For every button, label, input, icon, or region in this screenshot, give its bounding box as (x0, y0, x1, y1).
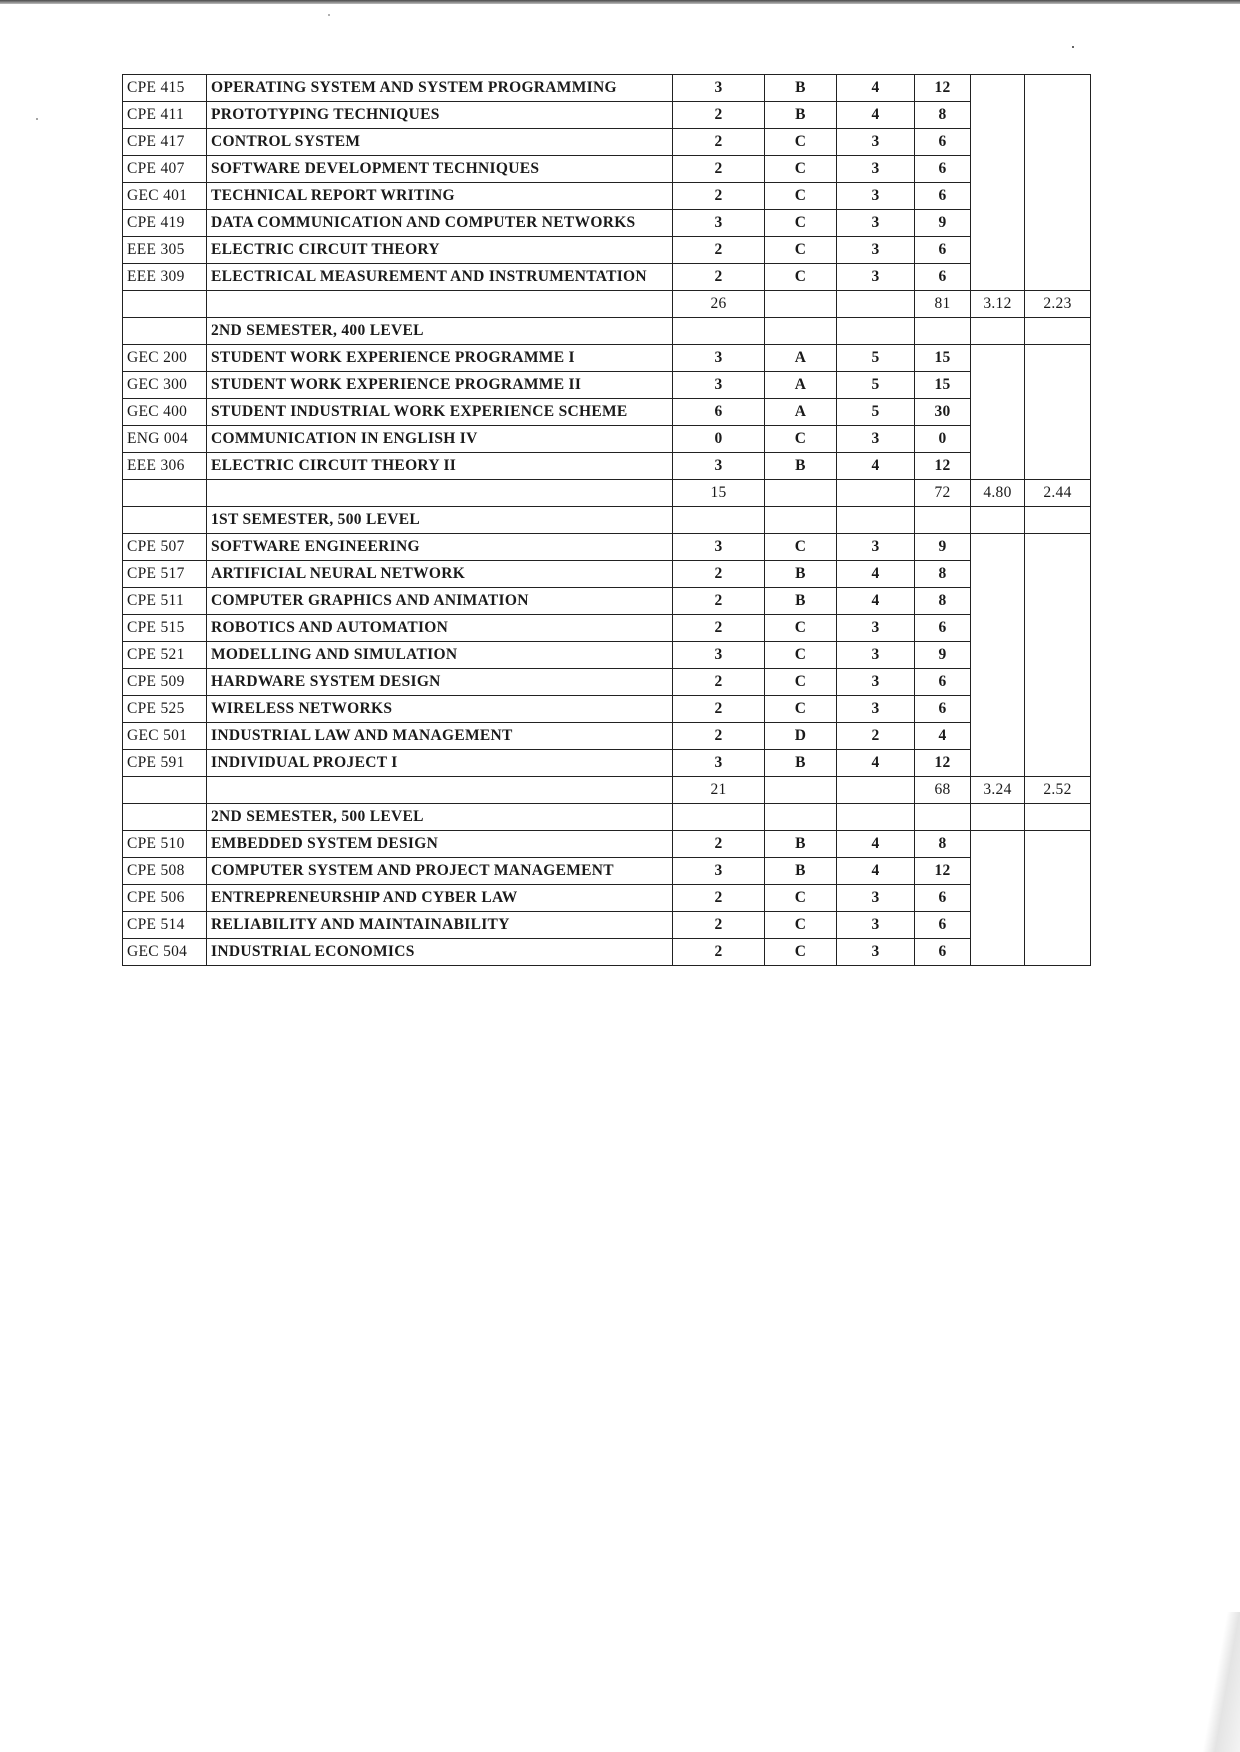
course-grade: A (765, 345, 837, 372)
total-code-cell (123, 480, 207, 507)
scan-top-edge (0, 0, 1240, 4)
course-grade: C (765, 696, 837, 723)
gpa-blank (971, 345, 1025, 480)
course-code: GEC 504 (123, 939, 207, 966)
course-row (123, 642, 1091, 669)
scan-speck (36, 118, 38, 120)
cgpa-blank (1025, 75, 1091, 291)
course-units: 2 (673, 129, 765, 156)
course-units: 3 (673, 534, 765, 561)
cgpa-spacer (1025, 804, 1091, 831)
semester-gpa: 3.12 (971, 291, 1025, 318)
course-grade: A (765, 372, 837, 399)
course-code: CPE 521 (123, 642, 207, 669)
course-title: TECHNICAL REPORT WRITING (207, 183, 673, 210)
course-grade: C (765, 642, 837, 669)
course-row (123, 588, 1091, 615)
scan-speck (328, 14, 330, 16)
course-title: ENTREPRENEURSHIP AND CYBER LAW (207, 885, 673, 912)
weighted-points: 9 (915, 210, 971, 237)
course-code: CPE 506 (123, 885, 207, 912)
total-title-cell (207, 777, 673, 804)
semester-code-cell (123, 318, 207, 345)
grade-point: 4 (837, 453, 915, 480)
course-code: CPE 415 (123, 75, 207, 102)
course-grade: C (765, 426, 837, 453)
weighted-points: 12 (915, 750, 971, 777)
course-grade: B (765, 75, 837, 102)
semester-header-row (123, 804, 1091, 831)
semester-empty-cell (837, 507, 915, 534)
weighted-points: 6 (915, 885, 971, 912)
total-code-cell (123, 777, 207, 804)
grade-point: 4 (837, 588, 915, 615)
grade-point: 4 (837, 831, 915, 858)
grade-point: 3 (837, 210, 915, 237)
course-title: EMBEDDED SYSTEM DESIGN (207, 831, 673, 858)
course-units: 2 (673, 102, 765, 129)
semester-gpa: 4.80 (971, 480, 1025, 507)
grade-point: 3 (837, 129, 915, 156)
weighted-points: 12 (915, 453, 971, 480)
course-units: 3 (673, 75, 765, 102)
course-units: 3 (673, 453, 765, 480)
total-weighted-points: 81 (915, 291, 971, 318)
weighted-points: 6 (915, 939, 971, 966)
semester-total-row (123, 480, 1091, 507)
course-units: 2 (673, 831, 765, 858)
course-code: CPE 517 (123, 561, 207, 588)
course-title: ELECTRICAL MEASUREMENT AND INSTRUMENTATION (207, 264, 673, 291)
course-code: CPE 417 (123, 129, 207, 156)
course-title: INDUSTRIAL ECONOMICS (207, 939, 673, 966)
course-code: CPE 411 (123, 102, 207, 129)
course-title: RELIABILITY AND MAINTAINABILITY (207, 912, 673, 939)
course-row (123, 750, 1091, 777)
course-grade: C (765, 885, 837, 912)
course-grade: B (765, 588, 837, 615)
course-code: EEE 306 (123, 453, 207, 480)
grade-point: 3 (837, 237, 915, 264)
semester-title: 2ND SEMESTER, 500 LEVEL (207, 804, 673, 831)
course-grade: C (765, 534, 837, 561)
semester-total-row (123, 291, 1091, 318)
course-code: CPE 419 (123, 210, 207, 237)
course-units: 3 (673, 372, 765, 399)
course-units: 2 (673, 912, 765, 939)
total-grade-cell (765, 480, 837, 507)
course-grade: C (765, 237, 837, 264)
course-code: GEC 401 (123, 183, 207, 210)
semester-empty-cell (915, 507, 971, 534)
course-grade: C (765, 912, 837, 939)
course-units: 2 (673, 237, 765, 264)
semester-empty-cell (673, 804, 765, 831)
weighted-points: 0 (915, 426, 971, 453)
total-title-cell (207, 480, 673, 507)
course-units: 3 (673, 750, 765, 777)
weighted-points: 12 (915, 75, 971, 102)
course-units: 2 (673, 723, 765, 750)
course-code: GEC 501 (123, 723, 207, 750)
course-row (123, 453, 1091, 480)
grade-point: 3 (837, 534, 915, 561)
course-code: CPE 507 (123, 534, 207, 561)
course-row (123, 885, 1091, 912)
grade-point: 3 (837, 264, 915, 291)
course-grade: D (765, 723, 837, 750)
grade-point: 3 (837, 183, 915, 210)
semester-empty-cell (673, 507, 765, 534)
course-row (123, 615, 1091, 642)
course-row (123, 561, 1091, 588)
course-title: ELECTRIC CIRCUIT THEORY (207, 237, 673, 264)
course-code: CPE 407 (123, 156, 207, 183)
total-point-cell (837, 480, 915, 507)
total-point-cell (837, 777, 915, 804)
total-code-cell (123, 291, 207, 318)
course-units: 2 (673, 183, 765, 210)
course-units: 3 (673, 345, 765, 372)
semester-code-cell (123, 507, 207, 534)
semester-title: 2ND SEMESTER, 400 LEVEL (207, 318, 673, 345)
semester-empty-cell (765, 804, 837, 831)
course-title: SOFTWARE DEVELOPMENT TECHNIQUES (207, 156, 673, 183)
scan-speck (1072, 46, 1074, 48)
weighted-points: 8 (915, 561, 971, 588)
total-grade-cell (765, 291, 837, 318)
weighted-points: 6 (915, 615, 971, 642)
course-row (123, 156, 1091, 183)
course-title: STUDENT WORK EXPERIENCE PROGRAMME II (207, 372, 673, 399)
grade-point: 2 (837, 723, 915, 750)
course-code: ENG 004 (123, 426, 207, 453)
course-row (123, 831, 1091, 858)
course-row (123, 939, 1091, 966)
cgpa-blank (1025, 345, 1091, 480)
semester-code-cell (123, 804, 207, 831)
course-grade: C (765, 129, 837, 156)
course-row (123, 75, 1091, 102)
course-title: MODELLING AND SIMULATION (207, 642, 673, 669)
weighted-points: 6 (915, 237, 971, 264)
weighted-points: 6 (915, 912, 971, 939)
course-row (123, 210, 1091, 237)
course-code: GEC 400 (123, 399, 207, 426)
course-row (123, 426, 1091, 453)
semester-header-row (123, 318, 1091, 345)
course-units: 2 (673, 669, 765, 696)
total-units: 15 (673, 480, 765, 507)
grade-point: 5 (837, 372, 915, 399)
weighted-points: 8 (915, 102, 971, 129)
course-units: 2 (673, 264, 765, 291)
course-code: GEC 300 (123, 372, 207, 399)
weighted-points: 6 (915, 183, 971, 210)
grade-point: 3 (837, 615, 915, 642)
course-title: INDIVIDUAL PROJECT I (207, 750, 673, 777)
cgpa-blank (1025, 534, 1091, 777)
weighted-points: 15 (915, 372, 971, 399)
course-code: CPE 591 (123, 750, 207, 777)
gpa-blank (971, 534, 1025, 777)
course-code: CPE 514 (123, 912, 207, 939)
course-grade: A (765, 399, 837, 426)
course-title: ELECTRIC CIRCUIT THEORY II (207, 453, 673, 480)
grade-point: 3 (837, 939, 915, 966)
gpa-spacer (971, 804, 1025, 831)
course-grade: B (765, 858, 837, 885)
gpa-blank (971, 831, 1025, 966)
cumulative-gpa: 2.52 (1025, 777, 1091, 804)
course-code: CPE 510 (123, 831, 207, 858)
page-curl-shadow (1202, 1612, 1240, 1752)
gpa-spacer (971, 318, 1025, 345)
course-grade: C (765, 183, 837, 210)
course-title: HARDWARE SYSTEM DESIGN (207, 669, 673, 696)
cumulative-gpa: 2.23 (1025, 291, 1091, 318)
course-row (123, 696, 1091, 723)
total-title-cell (207, 291, 673, 318)
grade-point: 3 (837, 885, 915, 912)
weighted-points: 9 (915, 642, 971, 669)
semester-empty-cell (837, 804, 915, 831)
weighted-points: 12 (915, 858, 971, 885)
weighted-points: 15 (915, 345, 971, 372)
grade-point: 4 (837, 102, 915, 129)
cgpa-spacer (1025, 507, 1091, 534)
course-row (123, 912, 1091, 939)
course-grade: C (765, 210, 837, 237)
course-title: SOFTWARE ENGINEERING (207, 534, 673, 561)
course-grade: B (765, 453, 837, 480)
course-code: CPE 515 (123, 615, 207, 642)
course-row (123, 129, 1091, 156)
course-row (123, 723, 1091, 750)
course-grade: C (765, 615, 837, 642)
course-title: COMPUTER SYSTEM AND PROJECT MANAGEMENT (207, 858, 673, 885)
weighted-points: 30 (915, 399, 971, 426)
semester-empty-cell (765, 318, 837, 345)
course-units: 2 (673, 696, 765, 723)
course-units: 3 (673, 858, 765, 885)
course-title: INDUSTRIAL LAW AND MANAGEMENT (207, 723, 673, 750)
course-grade: C (765, 156, 837, 183)
grade-point: 4 (837, 750, 915, 777)
cgpa-blank (1025, 831, 1091, 966)
total-weighted-points: 72 (915, 480, 971, 507)
course-row (123, 372, 1091, 399)
course-grade: B (765, 831, 837, 858)
weighted-points: 6 (915, 264, 971, 291)
semester-empty-cell (673, 318, 765, 345)
course-units: 3 (673, 210, 765, 237)
total-grade-cell (765, 777, 837, 804)
course-row (123, 858, 1091, 885)
grade-point: 5 (837, 399, 915, 426)
weighted-points: 9 (915, 534, 971, 561)
weighted-points: 8 (915, 831, 971, 858)
gpa-spacer (971, 507, 1025, 534)
results-body (123, 75, 1091, 966)
course-code: EEE 309 (123, 264, 207, 291)
course-units: 6 (673, 399, 765, 426)
course-grade: C (765, 264, 837, 291)
course-units: 2 (673, 615, 765, 642)
course-title: CONTROL SYSTEM (207, 129, 673, 156)
weighted-points: 4 (915, 723, 971, 750)
grade-point: 3 (837, 696, 915, 723)
course-code: EEE 305 (123, 237, 207, 264)
weighted-points: 6 (915, 696, 971, 723)
course-row (123, 669, 1091, 696)
course-title: STUDENT WORK EXPERIENCE PROGRAMME I (207, 345, 673, 372)
course-units: 2 (673, 561, 765, 588)
course-title: PROTOTYPING TECHNIQUES (207, 102, 673, 129)
course-title: ROBOTICS AND AUTOMATION (207, 615, 673, 642)
course-title: COMPUTER GRAPHICS AND ANIMATION (207, 588, 673, 615)
total-units: 26 (673, 291, 765, 318)
course-code: CPE 511 (123, 588, 207, 615)
semester-header-row (123, 507, 1091, 534)
course-code: CPE 508 (123, 858, 207, 885)
grade-point: 3 (837, 669, 915, 696)
weighted-points: 6 (915, 129, 971, 156)
weighted-points: 8 (915, 588, 971, 615)
course-grade: B (765, 102, 837, 129)
grade-point: 5 (837, 345, 915, 372)
course-title: WIRELESS NETWORKS (207, 696, 673, 723)
course-code: CPE 525 (123, 696, 207, 723)
course-grade: B (765, 750, 837, 777)
grade-point: 3 (837, 426, 915, 453)
grade-point: 3 (837, 912, 915, 939)
course-units: 3 (673, 642, 765, 669)
semester-empty-cell (837, 318, 915, 345)
course-title: OPERATING SYSTEM AND SYSTEM PROGRAMMING (207, 75, 673, 102)
course-title: COMMUNICATION IN ENGLISH IV (207, 426, 673, 453)
course-row (123, 399, 1091, 426)
grade-point: 4 (837, 561, 915, 588)
course-code: CPE 509 (123, 669, 207, 696)
semester-title: 1ST SEMESTER, 500 LEVEL (207, 507, 673, 534)
cgpa-spacer (1025, 318, 1091, 345)
course-grade: B (765, 561, 837, 588)
course-code: GEC 200 (123, 345, 207, 372)
total-units: 21 (673, 777, 765, 804)
semester-empty-cell (915, 804, 971, 831)
weighted-points: 6 (915, 669, 971, 696)
total-weighted-points: 68 (915, 777, 971, 804)
course-units: 2 (673, 939, 765, 966)
total-point-cell (837, 291, 915, 318)
semester-gpa: 3.24 (971, 777, 1025, 804)
course-title: STUDENT INDUSTRIAL WORK EXPERIENCE SCHEME (207, 399, 673, 426)
course-row (123, 237, 1091, 264)
weighted-points: 6 (915, 156, 971, 183)
course-units: 2 (673, 885, 765, 912)
course-title: ARTIFICIAL NEURAL NETWORK (207, 561, 673, 588)
results-table (122, 74, 1091, 966)
gpa-blank (971, 75, 1025, 291)
grade-point: 3 (837, 156, 915, 183)
course-units: 0 (673, 426, 765, 453)
course-grade: C (765, 669, 837, 696)
course-row (123, 183, 1091, 210)
course-row (123, 534, 1091, 561)
course-units: 2 (673, 588, 765, 615)
grade-point: 4 (837, 858, 915, 885)
semester-empty-cell (915, 318, 971, 345)
course-row (123, 264, 1091, 291)
course-units: 2 (673, 156, 765, 183)
course-title: DATA COMMUNICATION AND COMPUTER NETWORKS (207, 210, 673, 237)
course-row (123, 102, 1091, 129)
semester-empty-cell (765, 507, 837, 534)
grade-point: 4 (837, 75, 915, 102)
semester-total-row (123, 777, 1091, 804)
course-grade: C (765, 939, 837, 966)
grade-point: 3 (837, 642, 915, 669)
course-row (123, 345, 1091, 372)
cumulative-gpa: 2.44 (1025, 480, 1091, 507)
